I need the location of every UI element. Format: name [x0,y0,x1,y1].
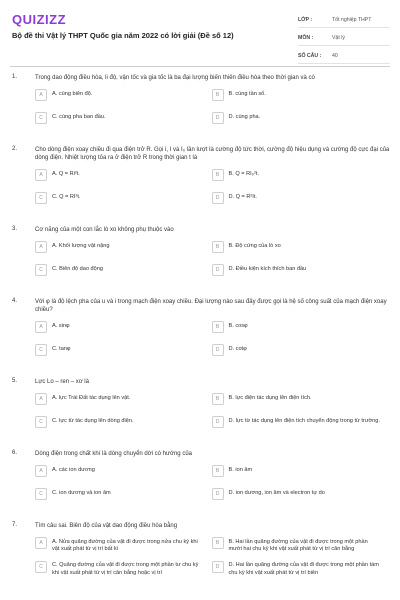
question-text: Trong dao động điều hòa, li độ, vận tốc và gia tốc là ba đại lượng biến thiên điều hòa theo thời gian và có [35,75,315,81]
info-value: 40 [332,52,338,59]
option-text: A. Nửa quãng đường của vật đi được trong nửa chu kỳ khi vật xuất phát từ vị trí bất kì [52,538,198,552]
answer-option[interactable] [35,392,212,409]
answer-option[interactable] [212,240,389,257]
option-letter-box[interactable]: B [212,393,224,405]
info-row-subject [298,30,390,46]
question-item [0,74,400,134]
option-text: B. lực điện tác dụng lên điện tích. [228,394,312,401]
answer-options [0,392,400,438]
question-header [0,378,400,386]
option-letter-box[interactable]: C [35,416,47,428]
info-value: Vật lý [332,34,345,41]
answer-option[interactable] [212,88,389,105]
option-text: C. Q = RI²t. [52,193,81,200]
question-number: 5. [12,378,18,384]
option-letter-box[interactable]: B [212,537,224,549]
option-text: D. Q = R²It. [228,193,257,200]
option-letter-box[interactable]: A [35,537,47,549]
answer-option[interactable] [35,464,212,481]
info-row-grade [298,12,390,28]
answer-option[interactable] [35,343,212,360]
answer-options [0,240,400,286]
option-letter-box[interactable]: A [35,241,47,253]
option-text: B. Q = RI₀²t. [228,170,259,177]
option-text: D. Hai lần quãng đường của vật đi được trong một phần tám chu kỳ khi vật xuất phát từ vị trí biên [228,562,379,576]
answer-option[interactable] [212,560,389,578]
question-number: 4. [12,298,18,304]
answer-option[interactable] [35,536,212,554]
question-header [0,74,400,82]
option-letter-box[interactable]: B [212,321,224,333]
option-text: C. Biên độ dao động [52,265,104,272]
option-text: B. cùng tần số. [228,90,266,97]
page-title: Bộ đề thi Vật lý THPT Quốc gia năm 2022 có lời giải (Đề số 12) [12,31,234,40]
option-letter-box[interactable]: D [212,416,224,428]
option-text: A. Khối lượng vật nặng [52,242,110,249]
option-text: A. cùng biên độ. [52,90,93,97]
question-text: Tìm câu sai. Biên độ của vật dao động điều hòa bằng [35,523,178,529]
answer-option[interactable] [35,487,212,504]
option-letter-box[interactable]: B [212,465,224,477]
answer-option[interactable] [35,111,212,128]
question-number: 7. [12,522,18,528]
info-value: Tốt nghiệp THPT [332,16,372,23]
info-label: LỚP : [298,16,313,23]
header [0,0,400,60]
option-letter-box[interactable]: A [35,321,47,333]
question-item [0,450,400,510]
question-text: Cho dòng điện xoay chiều đi qua điện trở R. Gọi i, I và I₀ lần lượt là cường độ tức thời, cường độ hiệu dụng và cường độ cực đại của dòng điện. Nhiệt lượng tỏa ra ở điện trở R trong thời gian t là [35,147,390,161]
option-text: B. Độ cứng của lò xo [228,242,281,249]
option-letter-box[interactable]: A [35,393,47,405]
quizizz-logo: QUIZIZZ [12,12,67,27]
option-text: B. cosφ [228,322,248,329]
option-text: C. Quãng đường của vật đi được trong một phần tư chu kỳ khi vật xuất phát từ vị trí cân bằng hoặc vị trí [52,562,199,576]
answer-option[interactable] [212,415,389,432]
answer-option[interactable] [35,240,212,257]
option-letter-box[interactable]: A [35,465,47,477]
question-header [0,226,400,234]
question-number: 6. [12,450,18,456]
answer-options [0,88,400,134]
option-text: A. sinφ [52,322,70,329]
option-letter-box[interactable]: C [35,264,47,276]
question-text: Với φ là độ lệch pha của u và i trong mạch điện xoay chiều. Đại lượng nào sau đây được gọi là hệ số công suất của mạch điện xoay chiều? [35,299,387,313]
info-panel [298,12,390,66]
question-number: 1. [12,74,18,80]
question-item [0,298,400,366]
answer-option[interactable] [35,320,212,337]
question-list [0,74,400,595]
answer-option[interactable] [35,263,212,280]
answer-option[interactable] [35,191,212,208]
answer-options [0,536,400,583]
option-text: A. các ion dương [52,466,95,473]
option-letter-box[interactable]: B [212,169,224,181]
answer-options [0,320,400,366]
option-letter-box[interactable]: D [212,344,224,356]
option-letter-box[interactable]: B [212,89,224,101]
question-item [0,378,400,438]
option-text: C. ion dương và ion âm [52,489,111,496]
option-text: B. Hai lần quãng đường của vật đi được trong một phần mười hai chu kỳ khi vật xuất phát từ vị trí cân bằng [228,538,368,552]
option-text: D. ion dương, ion âm và electron tự do [228,489,325,496]
answer-option[interactable] [35,88,212,105]
info-row-count [298,48,390,64]
option-text: C. tanφ [52,345,71,352]
answer-option[interactable] [212,464,389,481]
question-header [0,522,400,530]
answer-options [0,464,400,510]
answer-option[interactable] [35,168,212,185]
option-letter-box[interactable]: D [212,192,224,204]
option-letter-box[interactable]: A [35,169,47,181]
header-divider [10,66,390,67]
answer-option[interactable] [212,536,389,554]
question-item [0,522,400,583]
info-label: MÔN : [298,34,314,41]
option-letter-box[interactable]: D [212,488,224,500]
answer-option[interactable] [212,263,389,280]
answer-option[interactable] [35,415,212,432]
option-text: B. ion âm [228,466,253,473]
question-text: Cơ năng của một con lắc lò xo không phụ thuộc vào [35,227,174,233]
question-header [0,450,400,458]
answer-option[interactable] [212,168,389,185]
answer-option[interactable] [212,111,389,128]
answer-options [0,168,400,214]
option-letter-box[interactable]: C [35,561,47,573]
option-letter-box[interactable]: D [212,112,224,124]
question-number: 2. [12,146,18,152]
option-letter-box[interactable]: C [35,192,47,204]
option-text: D. lực từ tác dụng lên điện tích chuyển động trong từ trường. [228,417,380,424]
answer-option[interactable] [212,487,389,504]
option-text: D. Điều kiện kích thích ban đầu [228,265,307,272]
question-header [0,146,400,162]
option-letter-box[interactable]: C [35,344,47,356]
answer-option[interactable] [212,392,389,409]
answer-option[interactable] [212,320,389,337]
question-text: Dòng điện trong chất khí là dòng chuyển dời có hướng của [35,451,192,457]
option-letter-box[interactable]: B [212,241,224,253]
option-letter-box[interactable]: C [35,488,47,500]
option-letter-box[interactable]: A [35,89,47,101]
answer-option[interactable] [212,343,389,360]
option-text: D. cùng pha. [228,113,261,120]
option-letter-box[interactable]: D [212,264,224,276]
question-header [0,298,400,314]
question-item [0,226,400,286]
option-text: A. Q = Ri²t. [52,170,80,177]
option-letter-box[interactable]: D [212,561,224,573]
answer-option[interactable] [212,191,389,208]
option-text: A. lực Trái Đất tác dụng lên vật. [52,394,131,401]
question-number: 3. [12,226,18,232]
question-text: Lực Lo – ren – xơ là [35,379,89,385]
option-letter-box[interactable]: C [35,112,47,124]
question-item [0,146,400,214]
option-text: C. cùng pha ban đầu. [52,113,106,120]
answer-option[interactable] [35,560,212,578]
option-text: D. cotφ [228,345,247,352]
option-text: C. lực từ tác dụng lên dòng điện. [52,417,134,424]
info-label: SỐ CÂU : [298,52,322,59]
